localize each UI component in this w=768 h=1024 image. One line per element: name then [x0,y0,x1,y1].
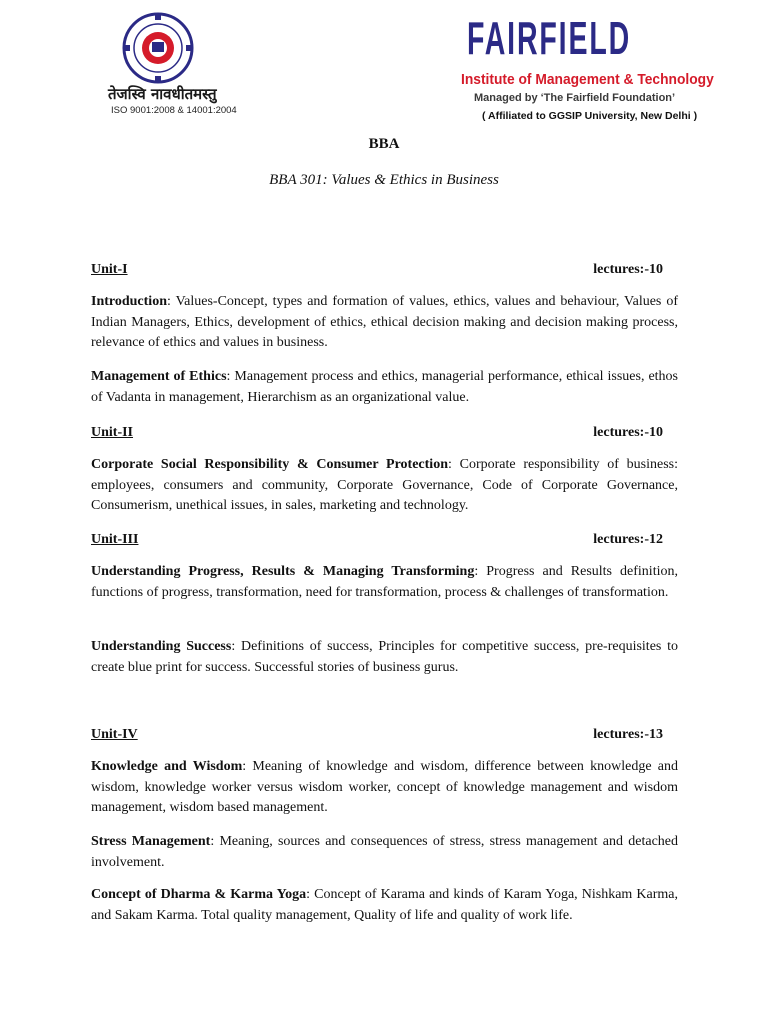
sanskrit-motto: तेजस्वि नावधीतमस्तु [108,85,217,103]
topic-text: : Values-Concept, types and formation of values, ethics, values and behaviour, Values of Indian Managers, Ethics, development of ethics, ethical decision making and decision making process, relevance of ethics and values in business. [91,294,678,351]
topic-paragraph [91,832,678,873]
topic-paragraph [91,757,678,819]
topic-paragraph [91,292,678,354]
topic-heading: Management of Ethics [91,369,227,384]
topic-heading: Understanding Progress, Results & Managing Transforming [91,564,475,579]
topic-text: : Concept of Karama and kinds of Karam Yoga, Nishkam Karma, and Sakam Karma. Total quality management, Quality of life and quality of work life. [91,887,679,923]
lecture-count: lectures:-13 [593,727,663,742]
institute-name: Institute of Management & Technology [461,71,714,88]
lecture-count: lectures:-10 [593,425,663,440]
unit-header [91,261,663,279]
topic-paragraph [91,885,678,926]
topic-heading: Stress Management [91,834,211,849]
topic-heading: Concept of Dharma & Karma Yoga [91,887,307,902]
topic-text: : Management process and ethics, managerial performance, ethical issues, ethos of Vadanta in management, Hierarchism as an organizational value. [91,369,678,405]
topic-text: : Meaning, sources and consequences of stress, stress management and detached involvement. [91,834,678,870]
topic-heading: Understanding Success [91,639,232,654]
topic-heading: Corporate Social Responsibility & Consumer Protection [91,457,448,472]
letterhead [0,0,768,135]
topic-text: : Meaning of knowledge and wisdom, difference between knowledge and wisdom, knowledge worker versus wisdom worker, concept of knowledge management and wisdom management, wisdom based management. [91,759,678,816]
brand-logo-text: FAIRFIELD [467,12,632,64]
unit-name: Unit-IV [91,727,138,742]
program-title: BBA [368,136,400,152]
topic-heading: Knowledge and Wisdom [91,759,243,774]
unit-header [91,726,663,744]
topic-paragraph [91,637,678,678]
lecture-count: lectures:-10 [593,262,663,277]
course-title: BBA 301: Values & Ethics in Business [269,172,499,188]
topic-text: : Corporate responsibility of business: employees, consumers and community, Corporate Governance, Code of Corporate Governance, Consumerism, unethical issues, in sales, marketing and technology. [91,457,678,514]
unit-header [91,424,663,442]
topic-paragraph [91,367,678,408]
unit-name: Unit-III [91,532,139,547]
topic-paragraph [91,562,678,603]
topic-text: : Definitions of success, Principles for competitive success, pre-requisites to create blue print for success. Successful stories of business gurus. [91,639,678,675]
topic-heading: Introduction [91,294,167,309]
unit-name: Unit-I [91,262,128,277]
topic-paragraph [91,455,678,517]
topic-text: : Progress and Results definition, functions of progress, transformation, need for transformation, process & challenges of transformation. [91,564,678,600]
institute-seal-icon [122,12,194,84]
affiliation: ( Affiliated to GGSIP University, New Delhi ) [482,110,698,122]
unit-header [91,531,663,549]
iso-certification: ISO 9001:2008 & 14001:2004 [111,105,237,116]
lecture-count: lectures:-12 [593,532,663,547]
managed-by: Managed by ‘The Fairfield Foundation’ [474,92,676,104]
unit-name: Unit-II [91,425,134,440]
